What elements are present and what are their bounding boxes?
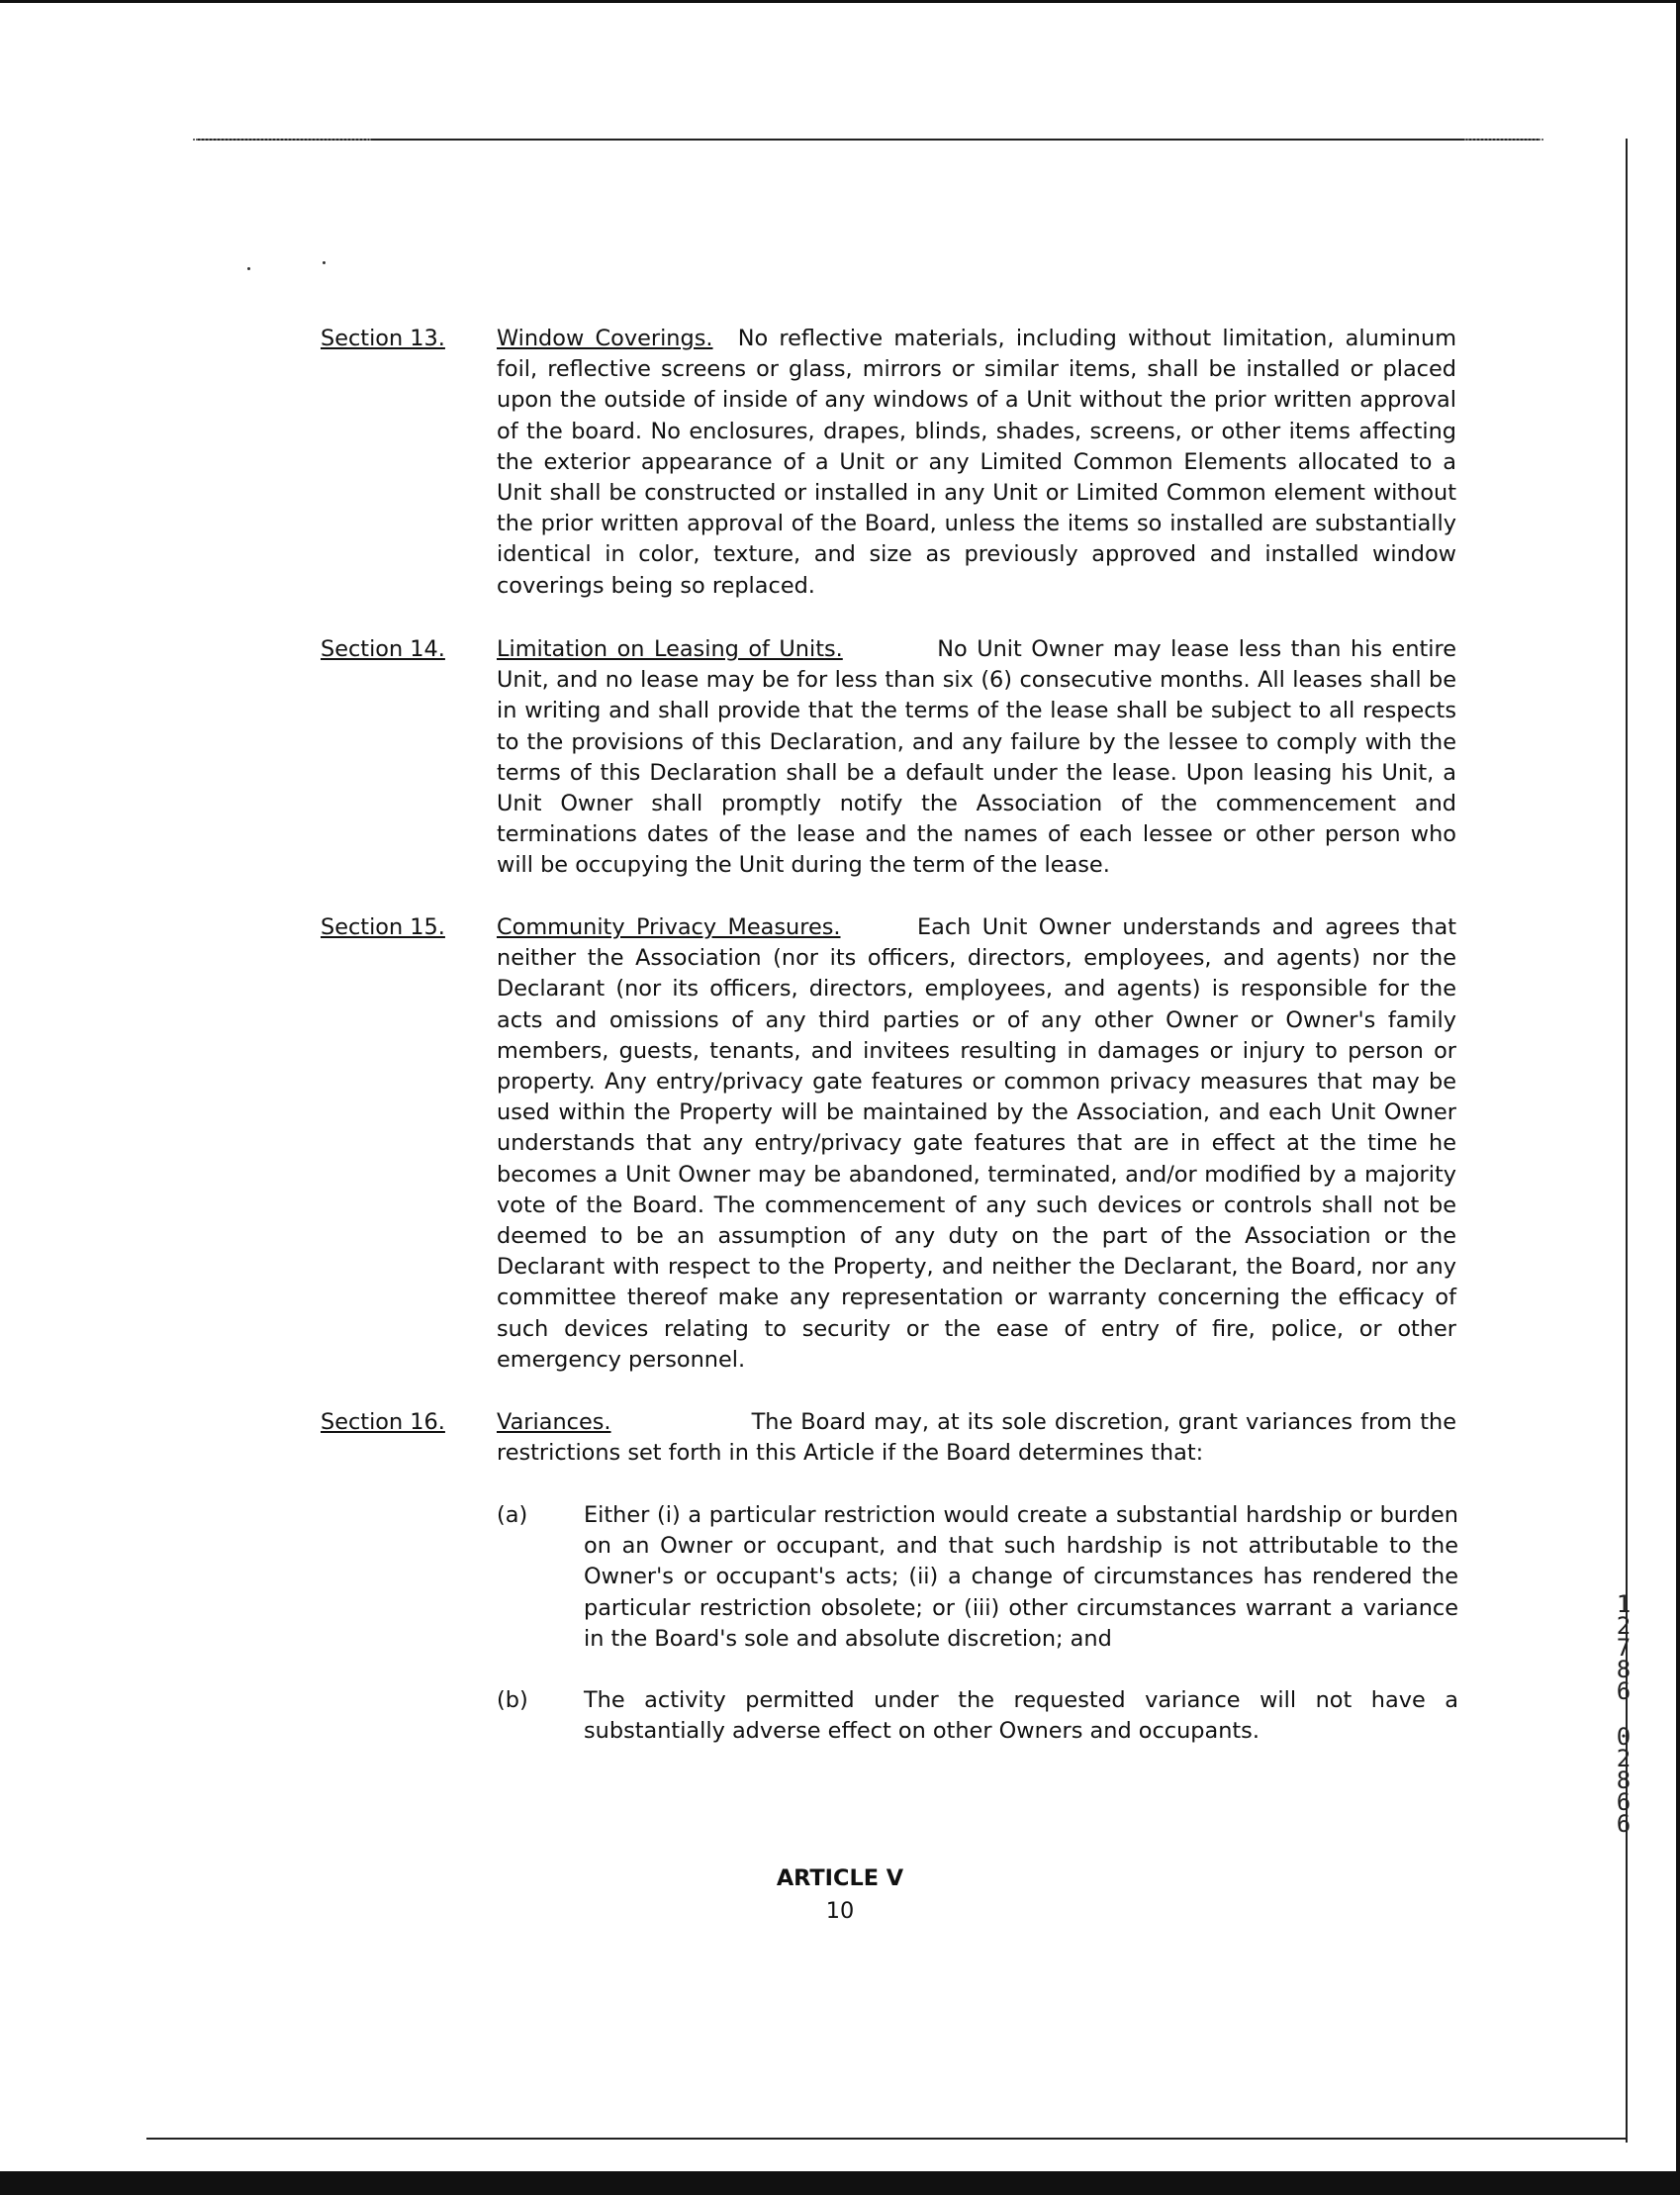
section-title: Window Coverings. xyxy=(497,326,713,351)
section-title: Limitation on Leasing of Units. xyxy=(497,636,843,662)
section-label: Section 13. xyxy=(321,326,445,351)
list-item-text: Either (i) a particular restriction would create a substantial hardship or burden on an Owner or occupant, and that such hardship is not attributable to the Owner's or occupant's acts; (ii) a change of circumstances has rendered the particular restriction obsolete; or (iii) other circumstances warrant a variance in the Board's sole and absolute discretion; and xyxy=(584,1502,1458,1652)
recording-number-part2: 02866 xyxy=(1616,1723,1632,1838)
section-text: The Board may, at its sole discretion, grant variances from the restrictions set forth in this Article if the Board determines that: xyxy=(497,1409,1456,1467)
scan-edge-top xyxy=(0,0,1680,3)
header-rule-dotted-left xyxy=(193,139,371,141)
section-body xyxy=(497,912,1456,1376)
section-body xyxy=(497,634,1456,882)
section-label: Section 16. xyxy=(321,1409,445,1435)
list-item-label: (a) xyxy=(497,1502,528,1528)
recording-number-part1: 12786 xyxy=(1616,1590,1632,1705)
section-text: No reflective materials, including without limitation, aluminum foil, reflective screens or glass, mirrors or similar items, shall be installed or placed upon the outside of inside of any windows of a Unit without the prior written approval of the board. No enclosures, drapes, blinds, shades, screens, or other items affecting the exterior appearance of a Unit or any Limited Common Elements allocated to a Unit shall be constructed or installed in any Unit or Limited Common element without the prior written approval of the Board, unless the items so installed are substantially identical in color, texture, and size as previously approved and installed window coverings being so replaced. xyxy=(497,326,1457,599)
header-rule xyxy=(198,139,1539,141)
recording-number xyxy=(1609,1590,1638,1838)
list-item-label: (b) xyxy=(497,1687,528,1713)
section-text: No Unit Owner may lease less than his entire Unit, and no lease may be for less than six (6) consecutive months. All leases shall be in writing and shall provide that the terms of the lease shall be subject to all respects to the provisions of this Declaration, and any failure by the lessee to comply with the terms of this Declaration shall be a default under the lease. Upon leasing his Unit, a Unit Owner shall promptly notify the Association of the commencement and terminations dates of the lease and the names of each lessee or other person who will be occupying the Unit during the term of the lease. xyxy=(497,636,1456,879)
scan-speck xyxy=(247,267,250,270)
page-number: 10 xyxy=(825,1898,855,1924)
section-title: Community Privacy Measures. xyxy=(497,914,841,940)
section-body xyxy=(497,1407,1456,1469)
scan-edge-bottom xyxy=(0,2171,1680,2195)
section-title: Variances. xyxy=(497,1409,611,1435)
frame-rule-right xyxy=(1626,139,1628,2143)
section-text: Each Unit Owner understands and agrees that neither the Association (nor its officers, directors, employees, and agents) nor the Declarant (nor its officers, directors, employees, and agents) is responsible for the acts and omissions of any third parties or of any other Owner or Owner's family members, guests, tenants, and invitees resulting in damages or injury to person or property. Any entry/privacy gate features or common privacy measures that may be used within the Property will be maintained by the Association, and each Unit Owner understands that any entry/privacy gate features that are in effect at the time he becomes a Unit Owner may be abandoned, terminated, and/or modified by a majority vote of the Board. The commencement of any such devices or controls shall not be deemed to be an assumption of any duty on the part of the Association or the Declarant with respect to the Property, and neither the Declarant, the Board, nor any committee thereof make any representation or warranty concerning the efficacy of such devices relating to security or the ease of entry of fire, police, or other emergency personnel. xyxy=(497,914,1456,1373)
section-body xyxy=(497,324,1456,602)
frame-rule-bottom xyxy=(146,2138,1628,2140)
scan-speck xyxy=(323,261,326,264)
list-item-text: The activity permitted under the requested variance will not have a substantially adverse effect on other Owners and occupants. xyxy=(584,1687,1458,1745)
header-rule-dotted-right xyxy=(1464,139,1543,141)
section-label: Section 15. xyxy=(321,914,445,940)
article-heading: ARTICLE V xyxy=(776,1865,904,1891)
section-label: Section 14. xyxy=(321,636,445,662)
